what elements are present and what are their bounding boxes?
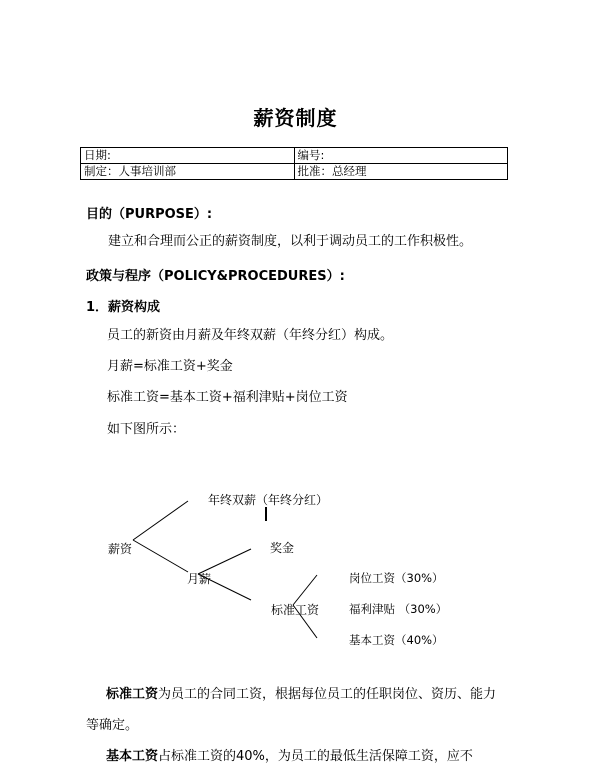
tree-root-salary: 薪资 bbox=[108, 542, 133, 556]
section1-line-2: 月薪=标准工资+奖金 bbox=[107, 359, 233, 374]
policy-heading: 政策与程序（POLICY&PROCEDURES）: bbox=[86, 269, 345, 284]
basic-salary-text: 占标准工资的40%，为员工的最低生活保障工资，应不 bbox=[158, 749, 473, 764]
standard-salary-term: 标准工资 bbox=[106, 687, 159, 702]
purpose-heading: 目的（PURPOSE）: bbox=[86, 207, 213, 222]
standard-salary-paragraph bbox=[86, 679, 506, 741]
made-by-cell: 制定：人事培训部 bbox=[81, 164, 295, 180]
tree-monthly-salary: 月薪 bbox=[187, 572, 212, 586]
purpose-text: 建立和合理而公正的薪资制度，以利于调动员工的工作积极性。 bbox=[108, 234, 473, 249]
document-title: 薪资制度 bbox=[253, 106, 338, 130]
basic-salary-paragraph bbox=[86, 741, 506, 772]
section1-line-3: 标准工资=基本工资+福利津贴+岗位工资 bbox=[107, 390, 348, 405]
basic-salary-term: 基本工资 bbox=[106, 749, 159, 764]
date-cell: 日期: bbox=[81, 148, 295, 164]
tree-bonus: 奖金 bbox=[270, 541, 295, 555]
section1-line-1: 员工的新资由月薪及年终双薪（年终分红）构成。 bbox=[107, 328, 394, 343]
approved-by-cell: 批准：总经理 bbox=[294, 164, 508, 180]
tree-welfare: 福利津贴 （30%） bbox=[349, 602, 448, 616]
section1-line-4: 如下图所示： bbox=[107, 422, 186, 437]
number-cell: 编号: bbox=[294, 148, 508, 164]
tree-standard-salary: 标准工资 bbox=[271, 603, 320, 617]
tree-basic-salary: 基本工资（40%） bbox=[349, 633, 444, 647]
standard-salary-text: 为员工的合同工资，根据每位员工的任职岗位、资历、能力等确定。 bbox=[86, 687, 497, 733]
section1-heading: 1．薪资构成 bbox=[86, 300, 161, 315]
tree-annual-bonus: 年终双薪（年终分红） bbox=[208, 493, 329, 507]
tree-post-salary: 岗位工资（30%） bbox=[349, 571, 444, 585]
